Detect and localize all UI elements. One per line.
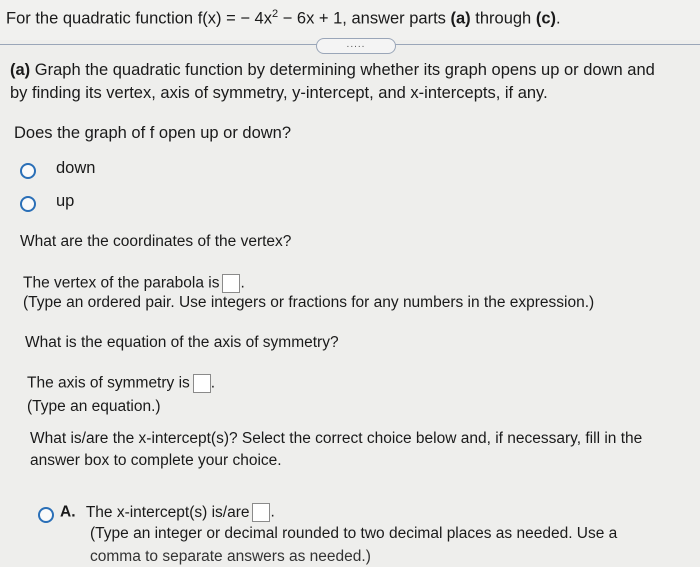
question-header bbox=[0, 0, 700, 40]
vertex-prompt: The vertex of the parabola is bbox=[23, 274, 220, 292]
question-axis: What is the equation of the axis of symmetry? bbox=[25, 334, 339, 351]
axis-prompt-row bbox=[27, 374, 215, 393]
vertex-hint: (Type an ordered pair. Use integers or fractions for any numbers in the expression.) bbox=[23, 294, 595, 311]
expand-button[interactable]: ..... bbox=[316, 38, 396, 54]
title-through: through bbox=[470, 9, 536, 28]
choice-a-hint: (Type an integer or decimal rounded to two decimal places as needed. Use a bbox=[90, 525, 618, 542]
question-vertex: What are the coordinates of the vertex? bbox=[20, 233, 292, 250]
part-a-instruction-line1 bbox=[10, 61, 655, 80]
axis-answer-box[interactable] bbox=[193, 374, 211, 393]
radio-up[interactable] bbox=[20, 196, 36, 212]
title-suffix: − 6x + 1, answer parts bbox=[278, 9, 451, 28]
option-down-label: down bbox=[56, 159, 96, 177]
question-xint-line1: What is/are the x-intercept(s)? Select the correct choice below and, if necessary, fill in the bbox=[30, 430, 643, 447]
title-part-c: (c) bbox=[535, 9, 556, 28]
option-up-label: up bbox=[56, 192, 75, 210]
choice-a-row bbox=[60, 503, 275, 522]
axis-prompt: The axis of symmetry is bbox=[27, 374, 190, 392]
choice-a-end: . bbox=[270, 503, 275, 521]
question-opens: Does the graph of f open up or down? bbox=[14, 124, 292, 142]
choice-a-letter: A. bbox=[60, 503, 76, 521]
title-prefix: For the quadratic function f(x) = − 4x bbox=[6, 9, 272, 28]
radio-choice-a[interactable] bbox=[38, 507, 54, 523]
xint-answer-box[interactable] bbox=[252, 503, 270, 522]
choice-a-text: The x-intercept(s) is/are bbox=[85, 503, 250, 521]
title-exponent: 2 bbox=[271, 8, 279, 20]
vertex-end: . bbox=[240, 274, 245, 292]
vertex-answer-box[interactable] bbox=[222, 274, 240, 293]
part-a-text-1: Graph the quadratic function by determining whether its graph opens up or down and bbox=[30, 61, 655, 79]
part-a-label: (a) bbox=[10, 61, 31, 79]
axis-end: . bbox=[210, 374, 216, 392]
title-end: . bbox=[556, 9, 561, 28]
question-xint-line2: answer box to complete your choice. bbox=[30, 452, 282, 469]
radio-down[interactable] bbox=[20, 163, 36, 179]
question-title bbox=[6, 8, 561, 29]
title-part-a: (a) bbox=[450, 9, 471, 28]
part-a-instruction-line2: by finding its vertex, axis of symmetry, y-intercept, and x-intercepts, if any. bbox=[10, 84, 548, 102]
vertex-prompt-row bbox=[23, 274, 245, 293]
axis-hint: (Type an equation.) bbox=[27, 398, 161, 415]
choice-a-hint-cutoff: comma to separate answers as needed.) bbox=[90, 548, 371, 565]
